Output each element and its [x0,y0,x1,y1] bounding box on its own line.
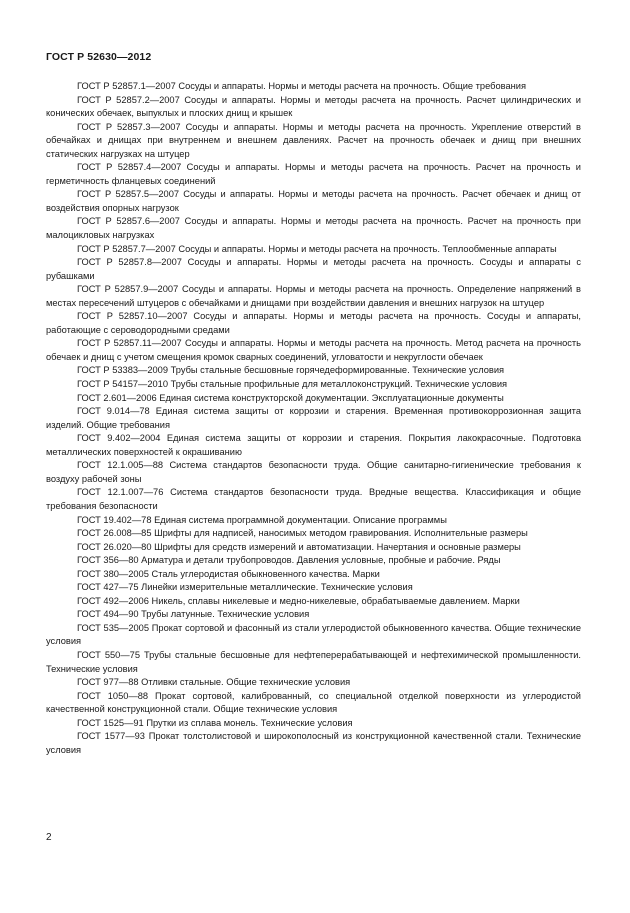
reference-entry: ГОСТ 9.402—2004 Единая система защиты от коррозии и старения. Покрытия лакокрасочные. Подготовка металлических поверхностей к окрашиванию [46,433,581,457]
reference-entry: ГОСТ 977—88 Отливки стальные. Общие технические условия [77,677,351,688]
reference-entry: ГОСТ Р 52857.6—2007 Сосуды и аппараты. Нормы и методы расчета на прочность. Расчет на прочность при малоцикловых нагрузках [46,216,581,241]
reference-entry: ГОСТ Р 52857.5—2007 Сосуды и аппараты. Нормы и методы расчета на прочность. Расчет обечаек и днищ от воздействия опорных нагрузок [46,189,581,213]
reference-entry: ГОСТ 2.601—2006 Единая система конструкторской документации. Эксплуатационные документы [77,392,504,403]
reference-entry: ГОСТ 535—2005 Прокат сортовой и фасонный из стали углеродистой обыкновенного качества. Общие технические условия [46,622,581,647]
reference-entry: ГОСТ Р 53383—2009 Трубы стальные бесшовные горячедеформированные. Технические условия [77,365,505,376]
document-header: ГОСТ Р 52630—2012 [46,51,152,63]
reference-entry: ГОСТ 427—75 Линейки измерительные металлические. Технические условия [77,582,413,593]
reference-entry: ГОСТ 380—2005 Сталь углеродистая обыкновенного качества. Марки [77,568,380,579]
reference-entry: ГОСТ 356—80 Арматура и детали трубопроводов. Давления условные, пробные и рабочие. Ряды [77,555,501,566]
reference-entry: ГОСТ 26.020—80 Шрифты для средств измерений и автоматизации. Начертания и основные размеры [77,541,521,552]
reference-entry: ГОСТ Р 52857.8—2007 Сосуды и аппараты. Нормы и методы расчета на прочность. Сосуды и аппараты с рубашками [46,257,581,281]
reference-entry: ГОСТ 19.402—78 Единая система программной документации. Описание программы [77,514,447,525]
reference-entry: ГОСТ 1525—91 Прутки из сплава монель. Технические условия [77,717,353,728]
reference-entry: ГОСТ Р 52857.9—2007 Сосуды и аппараты. Нормы и методы расчета на прочность. Определение напряжений в местах пересечений штуцеров с обечайками и днищами при воздействии давления и внешних нагрузок на штуцер [46,284,581,308]
reference-entry: ГОСТ 26.008—85 Шрифты для надписей, наносимых методом гравирования. Исполнительные размеры [77,528,528,539]
reference-entry: ГОСТ 1050—88 Прокат сортовой, калиброванный, со специальной отделкой поверхности из углеродистой качественной конструкционной стали. Общие технические условия [46,690,581,715]
references-list [46,80,581,757]
reference-entry: ГОСТ 492—2006 Никель, сплавы никелевые и медно-никелевые, обрабатываемые давлением. Марки [77,595,520,606]
reference-entry: ГОСТ Р 52857.4—2007 Сосуды и аппараты. Нормы и методы расчета на прочность. Расчет на прочность и герметичность фланцевых соединений [46,162,581,186]
reference-entry: ГОСТ Р 52857.3—2007 Сосуды и аппараты. Нормы и методы расчета на прочность. Укрепление отверстий в обечайках и днищах при внутреннем и внешнем давлениях. Расчет на прочность обечаек и днищ при внешних статических нагрузках на штуцер [46,121,581,159]
reference-entry: ГОСТ Р 52857.2—2007 Сосуды и аппараты. Нормы и методы расчета на прочность. Расчет цилиндрических и конических обечаек, выпуклых и плоских днищ и крышек [46,94,581,119]
reference-entry: ГОСТ 550—75 Трубы стальные бесшовные для нефтеперерабатывающей и нефтехимической промышленности. Технические условия [46,649,581,674]
reference-entry: ГОСТ Р 54157—2010 Трубы стальные профильные для металлоконструкций. Технические условия [77,379,508,390]
reference-entry: ГОСТ Р 52857.11—2007 Сосуды и аппараты. Нормы и методы расчета на прочность. Метод расчета на прочность обечаек и днищ с учетом смещения кромок сварных соединений, угловатости и некруглости обечаек [46,338,581,362]
reference-entry: ГОСТ 12.1.005—88 Система стандартов безопасности труда. Общие санитарно-гигиенические требования к воздуху рабочей зоны [46,460,581,484]
page-number: 2 [46,832,52,843]
reference-entry: ГОСТ Р 52857.7—2007 Сосуды и аппараты. Нормы и методы расчета на прочность. Теплообменные аппараты [77,243,557,254]
reference-entry: ГОСТ 9.014—78 Единая система защиты от коррозии и старения. Временная противокоррозионная защита изделий. Общие требования [46,406,581,430]
reference-entry: ГОСТ 1577—93 Прокат толстолистовой и широкополосный из конструкционной качественной стали. Технические условия [46,731,581,755]
reference-entry: ГОСТ Р 52857.10—2007 Сосуды и аппараты. Нормы и методы расчета на прочность. Сосуды и аппараты, работающие с сероводородными средами [46,311,581,335]
reference-entry: ГОСТ 494—90 Трубы латунные. Технические условия [77,609,310,620]
reference-entry: ГОСТ Р 52857.1—2007 Сосуды и аппараты. Нормы и методы расчета на прочность. Общие требования [77,81,527,91]
reference-entry: ГОСТ 12.1.007—76 Система стандартов безопасности труда. Вредные вещества. Классификация и общие требования безопасности [46,487,581,511]
